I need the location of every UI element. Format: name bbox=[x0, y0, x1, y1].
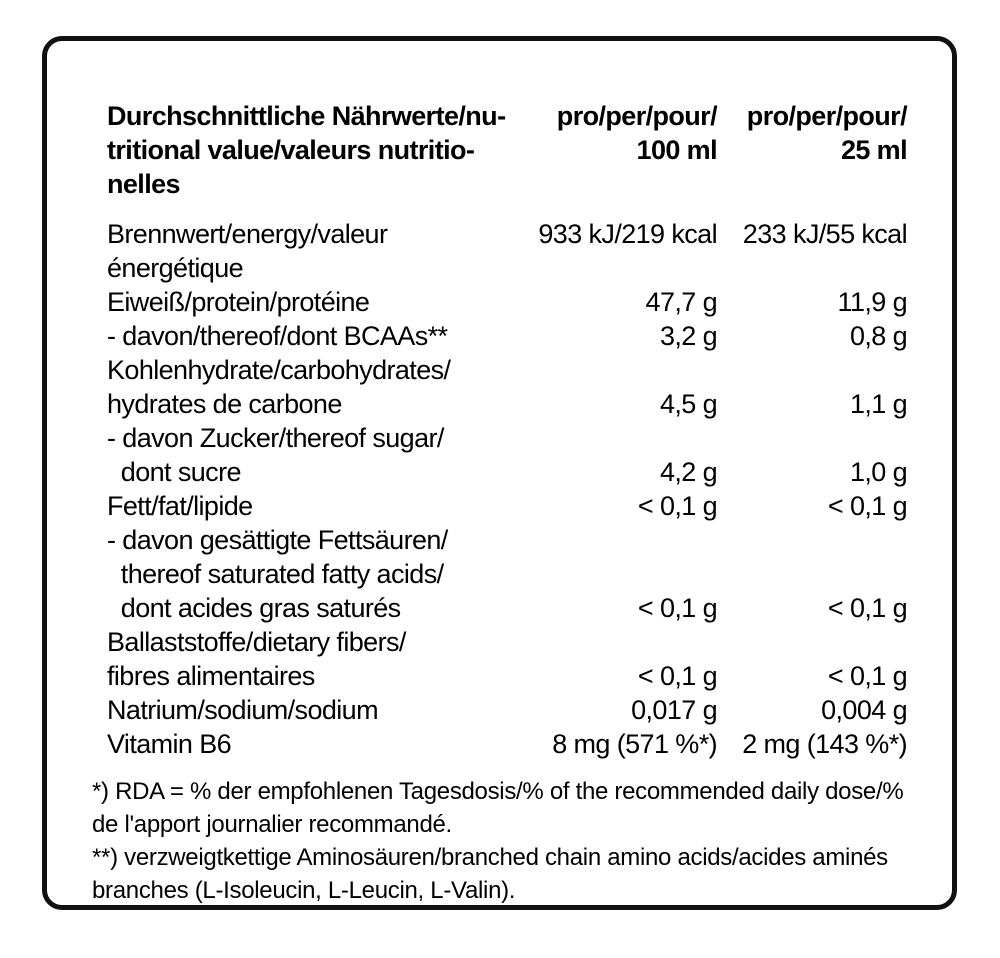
table-row-line bbox=[107, 591, 907, 625]
table-row-line bbox=[107, 489, 907, 523]
table-row-line bbox=[107, 455, 907, 489]
header-title-line: Durchschnittliche Nährwerte/nu- bbox=[107, 101, 506, 131]
footnote-line: de l'apport journalier recommandé. bbox=[92, 811, 452, 838]
nutrition-table-body bbox=[107, 217, 907, 761]
row-label: Vitamin B6 bbox=[107, 729, 232, 759]
footnote-line: **) verzweigtkettige Aminosäuren/branched chain amino acids/acides aminés bbox=[92, 844, 888, 871]
row-value-100ml: < 0,1 g bbox=[637, 661, 717, 691]
row-value-100ml: < 0,1 g bbox=[637, 491, 717, 521]
footnote-line: branches (L-Isoleucin, L-Leucin, L-Valin). bbox=[92, 877, 516, 904]
header-col-100ml bbox=[525, 99, 717, 167]
table-row-line bbox=[107, 557, 907, 591]
row-label: Eiweiß/protein/protéine bbox=[107, 287, 370, 317]
header-col-25ml-line: pro/per/pour/ bbox=[746, 101, 907, 131]
table-row-line bbox=[107, 727, 907, 761]
table-row-line bbox=[107, 523, 907, 557]
row-value-100ml: 47,7 g bbox=[645, 287, 717, 317]
table-row-line bbox=[107, 421, 907, 455]
row-label: dont sucre bbox=[107, 457, 241, 487]
table-row-line bbox=[107, 319, 907, 353]
row-value-25ml: < 0,1 g bbox=[827, 661, 907, 691]
row-label: hydrates de carbone bbox=[107, 389, 342, 419]
nutrition-label-card bbox=[42, 36, 957, 910]
row-label: - davon Zucker/thereof sugar/ bbox=[107, 423, 444, 453]
row-value-25ml: 0,004 g bbox=[821, 695, 907, 725]
header-col-25ml-line: 25 ml bbox=[840, 135, 907, 165]
row-label: Kohlenhydrate/carbohydrates/ bbox=[107, 355, 451, 385]
table-row-line bbox=[107, 217, 907, 251]
row-label: thereof saturated fatty acids/ bbox=[107, 559, 444, 589]
row-value-25ml: < 0,1 g bbox=[827, 593, 907, 623]
row-label: Ballaststoffe/dietary fibers/ bbox=[107, 627, 406, 657]
row-value-100ml: < 0,1 g bbox=[637, 593, 717, 623]
header-title-line: nelles bbox=[107, 169, 180, 199]
header-col-100ml-line: 100 ml bbox=[636, 135, 717, 165]
table-row-line bbox=[107, 251, 907, 285]
row-label: dont acides gras saturés bbox=[107, 593, 401, 623]
header-title bbox=[107, 99, 525, 201]
row-value-25ml: 1,1 g bbox=[849, 389, 907, 419]
row-value-25ml: 0,8 g bbox=[849, 321, 907, 351]
row-value-100ml: 0,017 g bbox=[631, 695, 717, 725]
header-col-25ml bbox=[717, 99, 907, 167]
row-value-25ml: 11,9 g bbox=[837, 287, 907, 317]
footnote-line: *) RDA = % der empfohlenen Tagesdosis/% of the recommended daily dose/% bbox=[92, 778, 904, 805]
table-row-line bbox=[107, 387, 907, 421]
row-value-100ml: 3,2 g bbox=[659, 321, 717, 351]
row-label: - davon/thereof/dont BCAAs** bbox=[107, 321, 448, 351]
row-value-100ml: 4,2 g bbox=[659, 457, 717, 487]
row-value-100ml: 933 kJ/219 kcal bbox=[538, 219, 717, 249]
nutrition-label-content bbox=[92, 99, 907, 907]
row-value-25ml: 2 mg (143 %*) bbox=[742, 729, 907, 759]
row-label: Fett/fat/lipide bbox=[107, 491, 253, 521]
row-label: énergétique bbox=[107, 253, 244, 283]
row-label: Natrium/sodium/sodium bbox=[107, 695, 378, 725]
row-value-25ml: < 0,1 g bbox=[827, 491, 907, 521]
row-value-100ml: 4,5 g bbox=[659, 389, 717, 419]
row-value-100ml: 8 mg (571 %*) bbox=[552, 729, 717, 759]
row-label: fibres alimentaires bbox=[107, 661, 315, 691]
nutrition-table-header bbox=[107, 99, 907, 201]
table-row-line bbox=[107, 625, 907, 659]
row-label: - davon gesättigte Fettsäuren/ bbox=[107, 525, 448, 555]
table-row-line bbox=[107, 353, 907, 387]
table-row-line bbox=[107, 285, 907, 319]
table-row-line bbox=[107, 659, 907, 693]
header-title-line: tritional value/valeurs nutritio- bbox=[107, 135, 475, 165]
row-label: Brennwert/energy/valeur bbox=[107, 219, 388, 249]
footnotes bbox=[92, 775, 907, 907]
table-row-line bbox=[107, 693, 907, 727]
row-value-25ml: 1,0 g bbox=[849, 457, 907, 487]
header-col-100ml-line: pro/per/pour/ bbox=[556, 101, 717, 131]
row-value-25ml: 233 kJ/55 kcal bbox=[742, 219, 907, 249]
